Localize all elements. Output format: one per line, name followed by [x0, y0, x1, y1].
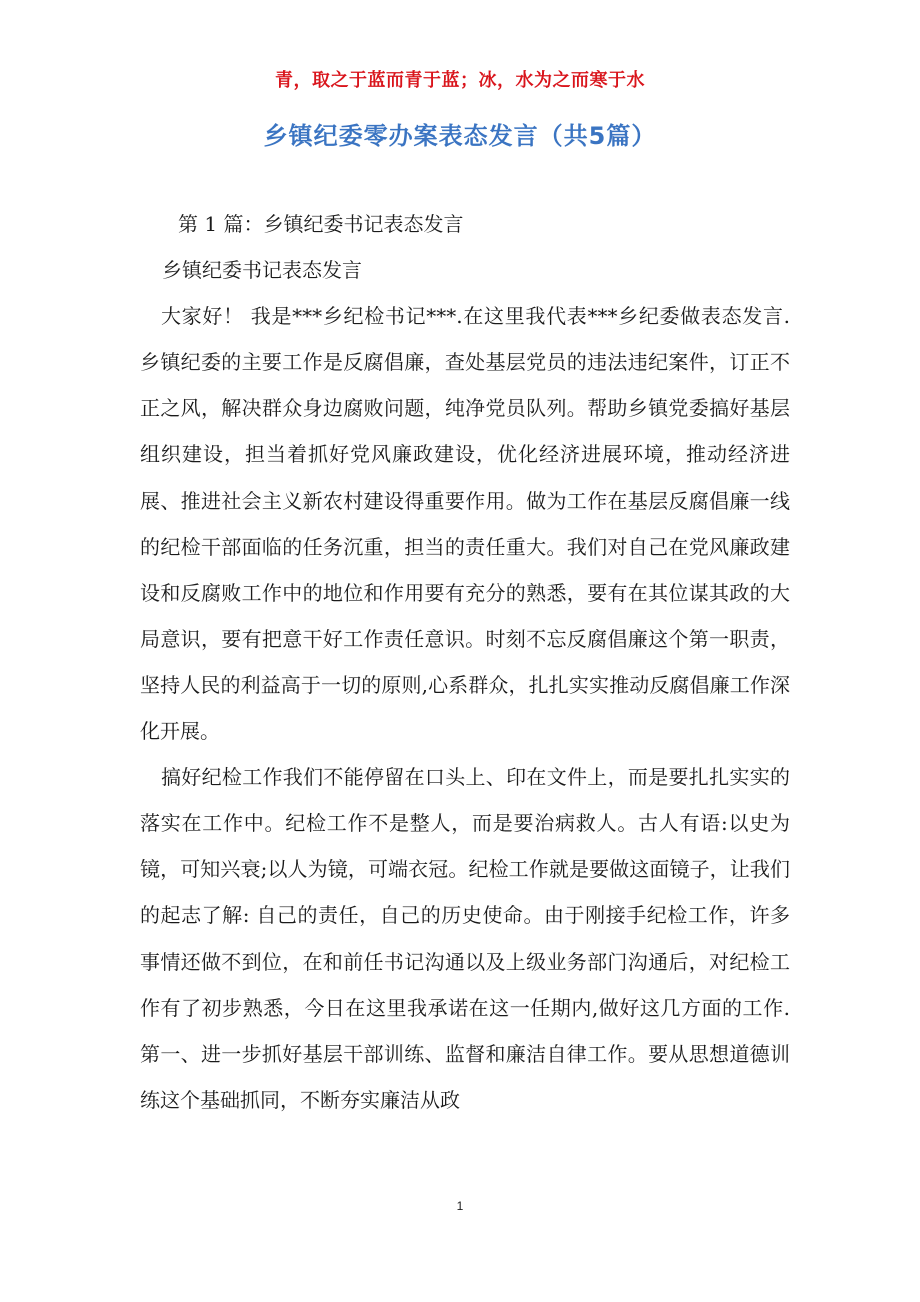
document-body — [140, 201, 790, 1123]
header-motto: 青，取之于蓝而青于蓝；冰，水为之而寒于水 — [275, 70, 645, 91]
section-subheading: 乡镇纪委书记表态发言 — [162, 258, 362, 283]
chapter-heading: 第 1 篇：乡镇纪委书记表态发言 — [178, 212, 464, 236]
document-title: 乡镇纪委零办案表态发言（共5篇） — [263, 122, 657, 150]
body-paragraph: 搞好纪检工作我们不能停留在口头上、印在文件上，而是要扎扎实实的落实在工作中。纪检工作不是整人，而是要治病救人。古人有语:以史为镜，可知兴衰;以人为镜，可端衣冠。纪检工作就是要做这面镜子，让我们的起志了解: 自己的责任，自己的历史使命。由于刚接手纪检工作，许多事情还做不到位，在和前任书记沟通以及上级业务部门沟通后，对纪检工作有了初步熟悉，今日在这里我承诺在这一任期内,做好这几方面的工作. 第一、进一步抓好基层干部训练、监督和廉洁自律工作。要从思想道德训练这个基础抓同，不断夯实廉洁从政 — [140, 765, 790, 1112]
page-number: 1 — [456, 1199, 464, 1213]
body-paragraph: 大家好！ 我是***乡纪检书记***.在这里我代表***乡纪委做表态发言. 乡镇纪委的主要工作是反腐倡廉，查处基层党员的违法违纪案件，订正不正之风，解决群众身边腐败问题，纯净党员队列。帮助乡镇党委搞好基层组织建设，担当着抓好党风廉政建设，优化经济进展环境，推动经济进展、推进社会主义新农村建设得重要作用。做为工作在基层反腐倡廉一线的纪检干部面临的任务沉重，担当的责任重大。我们对自己在党风廉政建设和反腐败工作中的地位和作用要有充分的熟悉，要有在其位谋其政的大局意识，要有把意干好工作责任意识。时刻不忘反腐倡廉这个第一职责，坚持人民的利益高于一切的原则,心系群众，扎扎实实推动反腐倡廉工作深化开展。 — [140, 304, 790, 744]
